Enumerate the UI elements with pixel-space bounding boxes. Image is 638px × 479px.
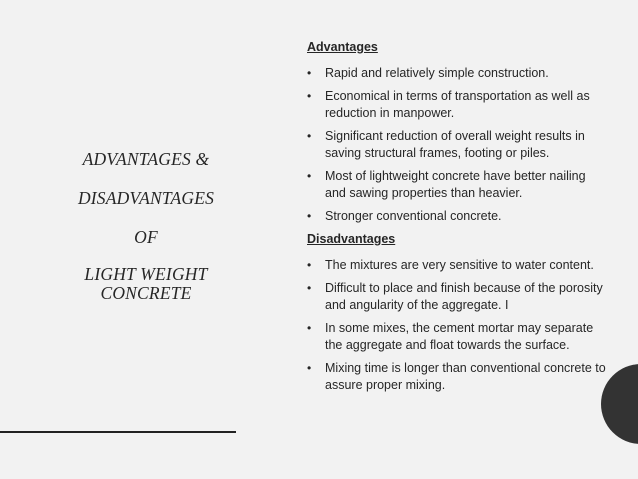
list-item xyxy=(307,320,607,354)
title-line-3: OF xyxy=(134,227,158,247)
bullet-icon: • xyxy=(307,66,312,80)
disadvantages-heading: Disadvantages xyxy=(307,232,396,246)
title-line-4: LIGHT WEIGHT CONCRETE xyxy=(84,264,208,303)
list-item-text: Significant reduction of overall weight results in saving structural frames, footing or piles. xyxy=(325,129,585,160)
slide-title xyxy=(48,150,244,303)
advantages-list xyxy=(307,65,607,225)
list-item xyxy=(307,168,607,202)
list-item-text: The mixtures are very sensitive to water content. xyxy=(325,258,594,272)
bullet-icon: • xyxy=(307,129,312,143)
title-line-1: ADVANTAGES & xyxy=(82,149,210,169)
bullet-icon: • xyxy=(307,281,312,295)
divider-rule xyxy=(0,431,236,433)
bullet-icon: • xyxy=(307,258,312,272)
list-item xyxy=(307,65,607,82)
list-item xyxy=(307,360,607,394)
list-item-text: Difficult to place and finish because of the porosity and angularity of the aggregate. I xyxy=(325,281,603,312)
bullet-icon: • xyxy=(307,321,312,335)
list-item-text: Most of lightweight concrete have better nailing and sawing properties than heavier. xyxy=(325,169,586,200)
list-item xyxy=(307,257,607,274)
bullet-icon: • xyxy=(307,361,312,375)
content-panel xyxy=(307,39,607,400)
advantages-heading: Advantages xyxy=(307,40,378,54)
list-item xyxy=(307,280,607,314)
list-item-text: Economical in terms of transportation as well as reduction in manpower. xyxy=(325,89,590,120)
bullet-icon: • xyxy=(307,169,312,183)
list-item xyxy=(307,88,607,122)
list-item-text: Mixing time is longer than conventional concrete to assure proper mixing. xyxy=(325,361,606,392)
list-item-text: Stronger conventional concrete. xyxy=(325,209,502,223)
bullet-icon: • xyxy=(307,209,312,223)
list-item xyxy=(307,128,607,162)
list-item-text: In some mixes, the cement mortar may separate the aggregate and float towards the surface. xyxy=(325,321,594,352)
title-line-2: DISADVANTAGES xyxy=(77,188,215,208)
disadvantages-list xyxy=(307,257,607,394)
list-item xyxy=(307,208,607,225)
bullet-icon: • xyxy=(307,89,312,103)
list-item-text: Rapid and relatively simple construction. xyxy=(325,66,549,80)
